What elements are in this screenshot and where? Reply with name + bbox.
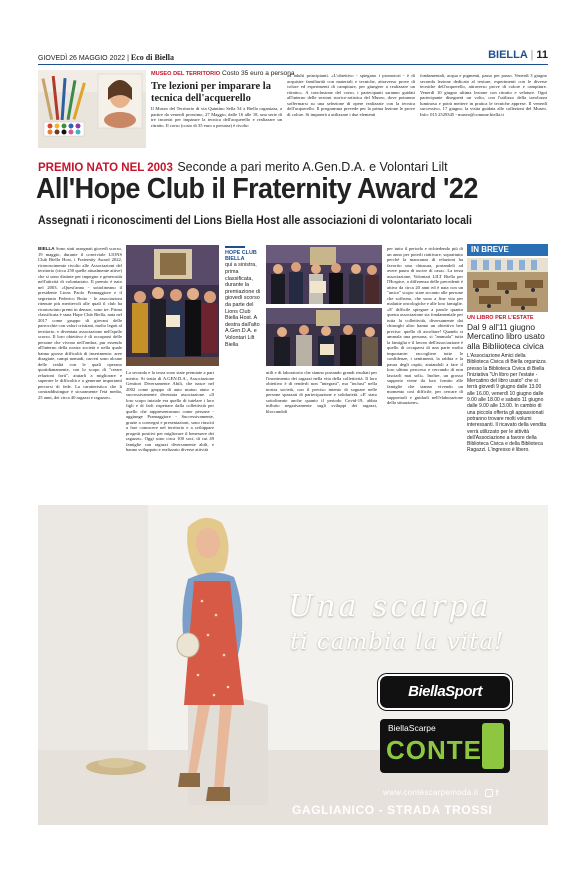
top-col-3: fondamentali, acqua e pigmenti, passo per passo. Venerdì 3 giugno seconda lezione dedicata al texture, esperimenti con le diverse tecniche dell'acquerello, attraverso prove di colore e campiture. Venerdì 10 giugno ultima lezione con ritratto e velature. Ogni partecipante disegnerà un volto, con l'utilizzo della tavolozza luminosa e potrà mettere in pratica le tecniche apprese. Il venerdì successivo, 17 giugno, la visita guidata alle collezioni del Museo. Info: 015 2529345 - museo@comune.biella.it: [420, 73, 547, 117]
section-name: BIELLA: [488, 49, 528, 61]
lilt-photo: [266, 308, 382, 366]
top-title: Tre lezioni per imparare la tecnica dell'acquerello: [151, 81, 271, 104]
issue-date: GIOVEDÌ 26 MAGGIO 2022: [38, 55, 126, 62]
page-number: 11: [536, 49, 548, 61]
top-col-1: Il Museo del Territorio di via Quintino Sella 54 a Biella organizza, a partire da venerdì prossimo, 27 Maggio, dalle 16 alle 18, una serie di tre incontri per imparare la tecnica dell'acquerello e realizzare un ritratto. Il corso (costo di 35 euro a persona) è rivolto: [151, 106, 282, 128]
main-kicker: PREMIO NATO NEL 2003: [38, 162, 173, 174]
biellasport-text: BiellaSport: [408, 683, 482, 700]
top-kicker-label: MUSEO DEL TERRITORIO: [151, 71, 221, 77]
main-col-4: per tutto il periodo e richiedendo più di un anno per poterli riattivare, soprattutto perché la mancanza di relazioni ha favorito una chiusura, portandoli ad avere paura di uscire di casa». La terza associazione, Volontari LILT Biella per l'Hospice, a differenza delle precedenti è attiva da circa 20 anni ed è nata con un "unico" scopo: stare accanto alle persone che soffrono, che sono a fine vita per malattie oncologiche e alle loro famiglie. «E' difficile spiegare a parole quanto questa associazione sia fondamentale per tutta la collettività, diversamente dai chirurghi altro hanno un obiettivo ben preciso: quello di ascoltare! Quando si ammala una persona, si "ammala" tutta la famiglia e il lavoro dell'associazione è quello di occuparsi di una parte molto importante: raccogliere tutte le confidenze, i sentimenti, la rabbia e la paura degli ospiti, aiutandoli a fare il loro ultimo percorso e cercando di non lasciarli mai soli». Inoltre, un grosso supporto viene da loro fornito alle famiglie che stanno vivendo un momento così difficile, per cercare di supportarli e guidarli nell'elaborazione della situazione».: [387, 246, 463, 405]
ad-address: GAGLIANICO - STRADA TROSSI: [292, 803, 493, 817]
social-icons: [485, 788, 499, 797]
caption-text: qui a sinistra, prima classificata, durante la premiazione di giovedì scorso da parte del Lions Club Biella Host. A destra dall'alto A.Gen.D.A. e Volontari Lilt Biella: [225, 262, 261, 348]
main-col-2: La seconda e la terza sono state premiate a pari merito. Si tratta di A.GEN.D.A., Associazione Genitori Diversamente Abili, che nasce nel 2002 come gruppo di auto mutuo aiuto e successivamente diventata associazione. «Il loro scopo iniziale era quello di tutelare i loro figli e di farli rispettare dalla collettività per quello che rappresentavano come persone - aggiunge Pramaggiore - Successivamente, grazie a convegni e presentazioni, sono riusciti a fare conoscere nel territorio e a sviluppare progetti positivi per migliorare il benessere dei ragazzi». Oggi sono circa 100 soci, di cui 49 famiglie con ragazzi diversamente abili, e hanno sviluppato e realizzato diverse attività: [126, 370, 214, 452]
ad-model-photo: [38, 505, 548, 825]
facebook-icon: f: [495, 788, 499, 798]
watercolor-photo: [38, 70, 146, 148]
main-subhead: Assegnati i riconoscimenti del Lions Biella Host alle associazioni di volontariato locali: [38, 215, 472, 227]
ad-slogan-2: ti cambia la vita!: [290, 629, 505, 655]
advertisement[interactable]: [38, 505, 548, 825]
header-rule: [38, 64, 548, 65]
top-kicker: [151, 70, 295, 77]
page-header-left: [38, 53, 174, 62]
main-col-1-text: Sono stati assegnati giovedì scorso, 19 maggio, durante il conviviale LIONS Club Biella Host, i Fraternity Award 2022, riconoscimento rivolto alle Associazioni del territorio (circa 250 quelle attualmente attive) che si sono distinte per impegno e generosità nell'attività di volontariato. Il premio è nato nel 2003. «Quest'anno - sottolineano il presidente Lions Paolo Pramaggiore e il segretario Federico Botto - le associazioni ritenute più meritevoli alle quali il club ha riconosciuto premi in denaro, sono tre. Prima classificata è stata Hope Club Biella, nata nel 2017 come gruppo di giovani delle parrocchie con valori cristiani, molto legati al territorio, e diventata associazione nell'aprile scorso. Il loro obiettivo è di occuparsi delle persone che vivono nell'ombra, pur essendo all'interno della nostra società e nella quale hanno grosse difficoltà di inserimento: aree disagiate, campi nomadi, carceri sono alcune delle realtà con le quali operano quotidianamente, con lo scopo di "creare relazioni forti", aiutarli a migliorare e superare le difficoltà e a generare importanti percorsi di fede. La caratteristica che li contraddistingue è sicuramente l'età media, 25 anni, dei circa 40 ragazzi e ragazze».: [38, 246, 122, 400]
hope-club-photo: [126, 245, 219, 366]
agenda-photo: [266, 245, 382, 304]
library-photo: [467, 258, 548, 312]
caption-title: HOPE CLUB BIELLA: [225, 250, 257, 263]
main-col-3b: utili e di laboratorio che stanno portando grandi risultati per l'inserimento dei ragazzi nella vita della collettività. Il loro obiettivo è di renderli non "integrati", ma "inclusi" nella nostra società, con il preciso intento di sognare nelle persone spazzati di partecipazione e solidarietà. «E' stato sottolineato anche quanto il periodo Covid-19, abbia influito negativamente sugli sviluppi dei ragazzi, bloccandoli: [266, 370, 377, 414]
sidebar-label: IN BREVE: [467, 244, 548, 256]
top-col-2: ad adulti principianti. «L'obiettivo - spiegano i promotori - è di acquisire familiarità con materiali e tecniche, attraverso prove di colore ed esperimenti di campiture, per giungere a realizzare un ritratto». A conclusione del corso, i partecipanti saranno guidati all'interno delle sezioni storico-artistica del Museo, dove potranno soffermarsi su una selezione di opere realizzate con la tecnica dell'acquerello. Il programma prevede per la prima lezione le prove di colore. Si imparerà a utilizzare i due elementi: [287, 73, 415, 117]
main-kicker-tail: Seconde a pari merito A.Gen.D.A. e Volontari Lilt: [177, 160, 448, 174]
photo-caption: [225, 246, 262, 364]
sidebar-body: L'Associazione Amici della Biblioteca Civica di Biella organizza presso la Biblioteca Civica di Biella l'iniziativa "Un libro per l'estate - Mercatino del libro usato" che si terrà giovedì 9 giugno dalle 13.00 alle 16.00, venerdì 10 giugno dalle 9.00 alle 18.00 e sabato 11 giugno dalle 9.00 alle 13.00. In cambio di una piccola offerta gli appassionati potranno trovare molti volumi interessanti. Il ricavato della vendita verrà utilizzato per le attività dell'Associazione a favore della Biblioteca Civica e della Biblioteca Ragazzi. L'ingresso è libero.: [467, 353, 547, 454]
paper-name: Eco di Biella: [130, 53, 175, 62]
main-col-1: [38, 246, 122, 498]
instagram-icon: [485, 789, 493, 797]
conte-logo: [380, 719, 510, 773]
ad-website-row[interactable]: [383, 788, 499, 797]
ad-website[interactable]: www.contescarpemoda.it: [383, 788, 479, 797]
biellasport-logo: [380, 676, 510, 708]
dateline: BIELLA: [38, 246, 55, 251]
ad-slogan-1: Una scarpa: [288, 589, 492, 624]
conte-small-text: BiellaScarpe: [388, 723, 436, 733]
sidebar-kicker: UN LIBRO PER L'ESTATE: [467, 315, 534, 321]
header-separator: |: [127, 55, 129, 62]
conte-e-mark: [482, 723, 504, 769]
sidebar-title: Dal 9 all'11 giugno Mercatino libro usato alla Bibliioteca civica: [467, 322, 545, 351]
conte-big-text: CONTE: [386, 735, 482, 765]
page-header-right: BIELLA | 11: [488, 49, 548, 61]
caption-rule: [225, 246, 245, 248]
main-headline: All'Hope Club il Fraternity Award '22: [36, 173, 478, 205]
top-kicker-tail: Costo 35 euro a persona: [221, 70, 295, 77]
